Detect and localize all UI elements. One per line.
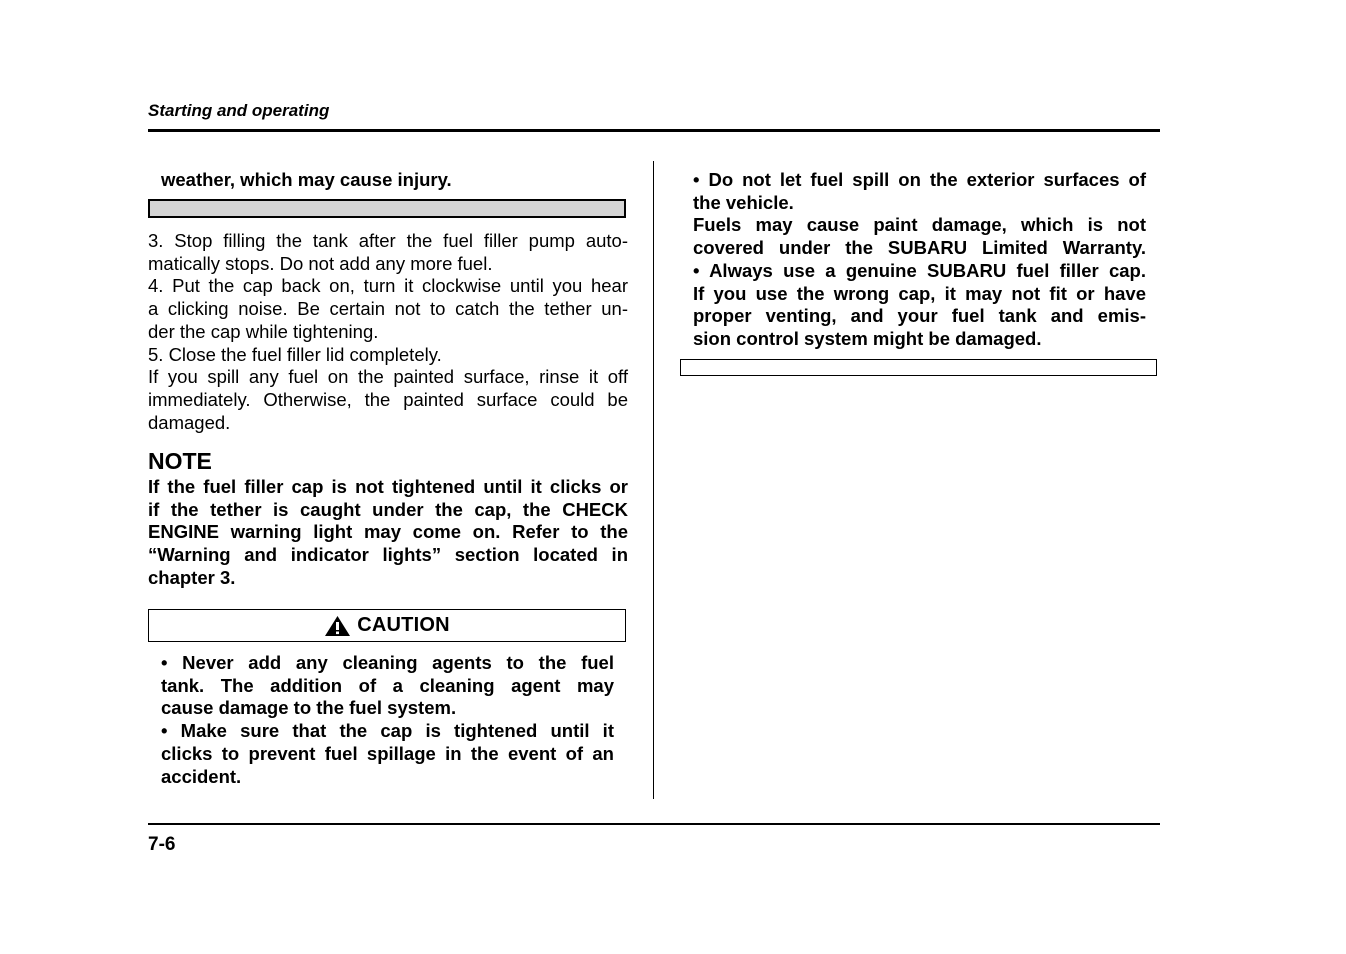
page-number: 7-6 (148, 834, 176, 855)
caution-line: clicks to prevent fuel spillage in the event of an (161, 742, 614, 764)
caution-line: • Make sure that the cap is tightened until it (161, 720, 614, 742)
caution-line: • Do not let fuel spill on the exterior surfaces of (693, 169, 1146, 190)
warning-box-end (148, 199, 626, 218)
caution-line: the vehicle. (693, 191, 794, 213)
footer-rule (148, 823, 1160, 825)
note-line: if the tether is caught under the cap, the CHECK (148, 498, 628, 520)
step-line: 4. Put the cap back on, turn it clockwise until you hear (148, 275, 628, 297)
caution-line: If you use the wrong cap, it may not fit or have (693, 282, 1146, 304)
step-line: der the cap while tightening. (148, 320, 379, 342)
caution-header-box (148, 609, 626, 642)
fueling-steps (148, 230, 628, 434)
caution-line: tank. The addition of a cleaning agent may (161, 674, 614, 696)
step-line: If you spill any fuel on the painted surface, rinse it off (148, 366, 628, 388)
step-line: a clicking noise. Be certain not to catch the tether un- (148, 298, 628, 320)
step-line: damaged. (148, 411, 231, 433)
caution-line: • Never add any cleaning agents to the fuel (161, 652, 614, 673)
caution-line: Fuels may cause paint damage, which is not (693, 214, 1146, 236)
warning-tail-text: weather, which may cause injury. (161, 169, 452, 190)
note-line: “Warning and indicator lights” section located in (148, 544, 628, 566)
header-rule (148, 129, 1160, 132)
note-body (148, 476, 628, 590)
note-line: chapter 3. (148, 566, 236, 588)
caution-line: proper venting, and your fuel tank and emis- (693, 305, 1146, 327)
caution-line: covered under the SUBARU Limited Warranty. (693, 237, 1146, 259)
caution-box-end (680, 359, 1157, 376)
warning-triangle-icon (324, 615, 351, 637)
note-line: ENGINE warning light may come on. Refer to the (148, 521, 628, 543)
step-line: 5. Close the fuel filler lid completely. (148, 343, 442, 365)
step-line: matically stops. Do not add any more fuel. (148, 252, 493, 274)
caution-line: accident. (161, 765, 242, 787)
note-heading: NOTE (148, 448, 212, 474)
caution-line: • Always use a genuine SUBARU fuel filler cap. (693, 259, 1146, 281)
caution-line: cause damage to the fuel system. (161, 697, 457, 719)
running-header: Starting and operating (148, 101, 330, 120)
step-line: 3. Stop filling the tank after the fuel filler pump auto- (148, 230, 628, 251)
column-divider (653, 161, 654, 799)
caution-line: sion control system might be damaged. (693, 327, 1042, 349)
right-caution-body (693, 169, 1146, 351)
step-line: immediately. Otherwise, the painted surface could be (148, 388, 628, 410)
note-line: If the fuel filler cap is not tightened until it clicks or (148, 476, 628, 497)
caution-label: CAUTION (357, 614, 450, 636)
caution-body (161, 652, 614, 788)
